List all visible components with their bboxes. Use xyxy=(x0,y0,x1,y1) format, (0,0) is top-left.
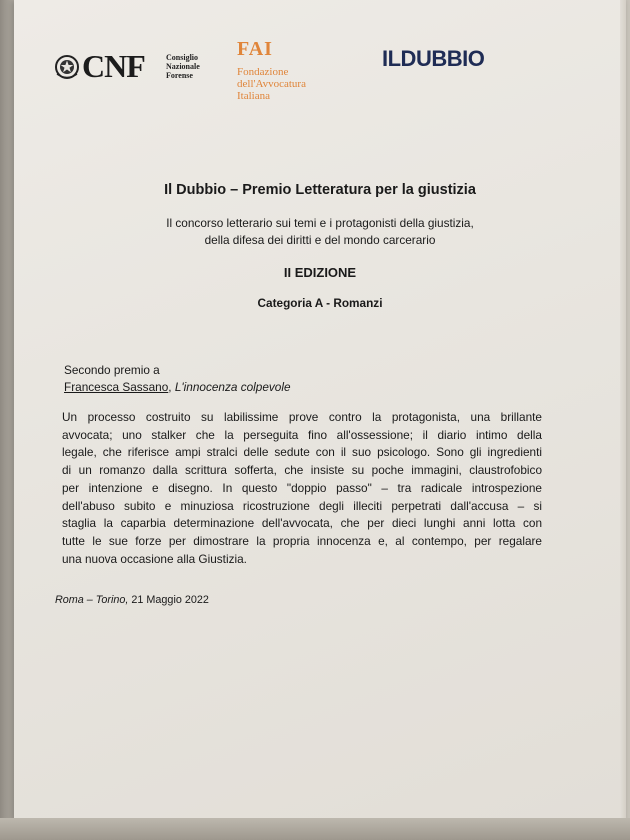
cnf-logo xyxy=(54,50,214,86)
cnf-subtitle-line: Consiglio xyxy=(166,53,199,62)
place-date xyxy=(55,594,209,606)
paragraph-line: per intenzione e disegno. In questo "doppio passo" – tra radicale introspezione xyxy=(62,480,542,495)
fai-name-line: dell'Avvocatura xyxy=(237,78,306,90)
fai-name-line: Fondazione xyxy=(237,66,289,78)
paragraph-line: legale, che riferisce ampi stralci delle sedute con il suo psicologo. Sono gli ingredienti xyxy=(62,445,542,460)
fai-logo xyxy=(237,38,357,108)
separator: , xyxy=(168,380,172,394)
category-heading: Categoria A - Romanzi xyxy=(257,296,383,310)
document-subtitle xyxy=(14,215,626,249)
prize-winner xyxy=(64,379,291,396)
paragraph-line: Un processo costruito su labilissime prove contro la protagonista, una brillante xyxy=(62,410,542,424)
background-bottom xyxy=(0,818,630,840)
paragraph-line: di un romanzo dalla scrittura sofferta, che insiste su poche immagini, claustrofobico xyxy=(62,463,542,478)
il-dubbio-logo: ILDUBBIO xyxy=(382,46,485,71)
cnf-subtitle xyxy=(166,53,226,80)
paragraph-line: dell'abuso subito e minuziosa ricostruzione degli illeciti perpetrati dall'accusa – si xyxy=(62,498,542,513)
motivation-paragraph xyxy=(62,409,542,568)
italian-emblem-icon xyxy=(54,54,80,80)
document-title: Il Dubbio – Premio Letteratura per la giustizia xyxy=(164,182,476,198)
fai-name xyxy=(237,66,306,102)
edition-heading: II EDIZIONE xyxy=(283,265,357,280)
subtitle-line: Il concorso letterario sui temi e i protagonisti della giustizia, xyxy=(166,216,474,230)
page-edge xyxy=(620,0,626,822)
cnf-subtitle-line: Forense xyxy=(166,71,193,80)
place: Roma – Torino, xyxy=(55,594,129,606)
subtitle-line: della difesa dei diritti e del mondo carcerario xyxy=(204,233,436,247)
paragraph-line: avvocata; uno stalker che la perseguita fino all'ossessione; il diario intimo della xyxy=(62,427,542,442)
cnf-subtitle-line: Nazionale xyxy=(166,62,200,71)
book-title: L'innocenza colpevole xyxy=(171,380,291,394)
author-name: Francesca Sassano xyxy=(64,380,169,394)
fai-wordmark: FAI xyxy=(237,38,273,60)
date: 21 Maggio 2022 xyxy=(128,594,209,606)
paragraph-line: una nuova occasione alla Giustizia. xyxy=(62,551,247,566)
prize-label: Secondo premio a xyxy=(64,363,160,377)
paragraph-line: tutte le sue forze per dimostrare la propria innocenza e, al contempo, per regalare xyxy=(62,533,542,548)
paragraph-line: staglia la caparbia determinazione dell'avvocata, che per dieci lunghi anni lotta con xyxy=(62,516,542,531)
cnf-wordmark: CNF xyxy=(82,48,145,84)
fai-name-line: Italiana xyxy=(237,90,270,102)
prize-block xyxy=(64,362,291,396)
